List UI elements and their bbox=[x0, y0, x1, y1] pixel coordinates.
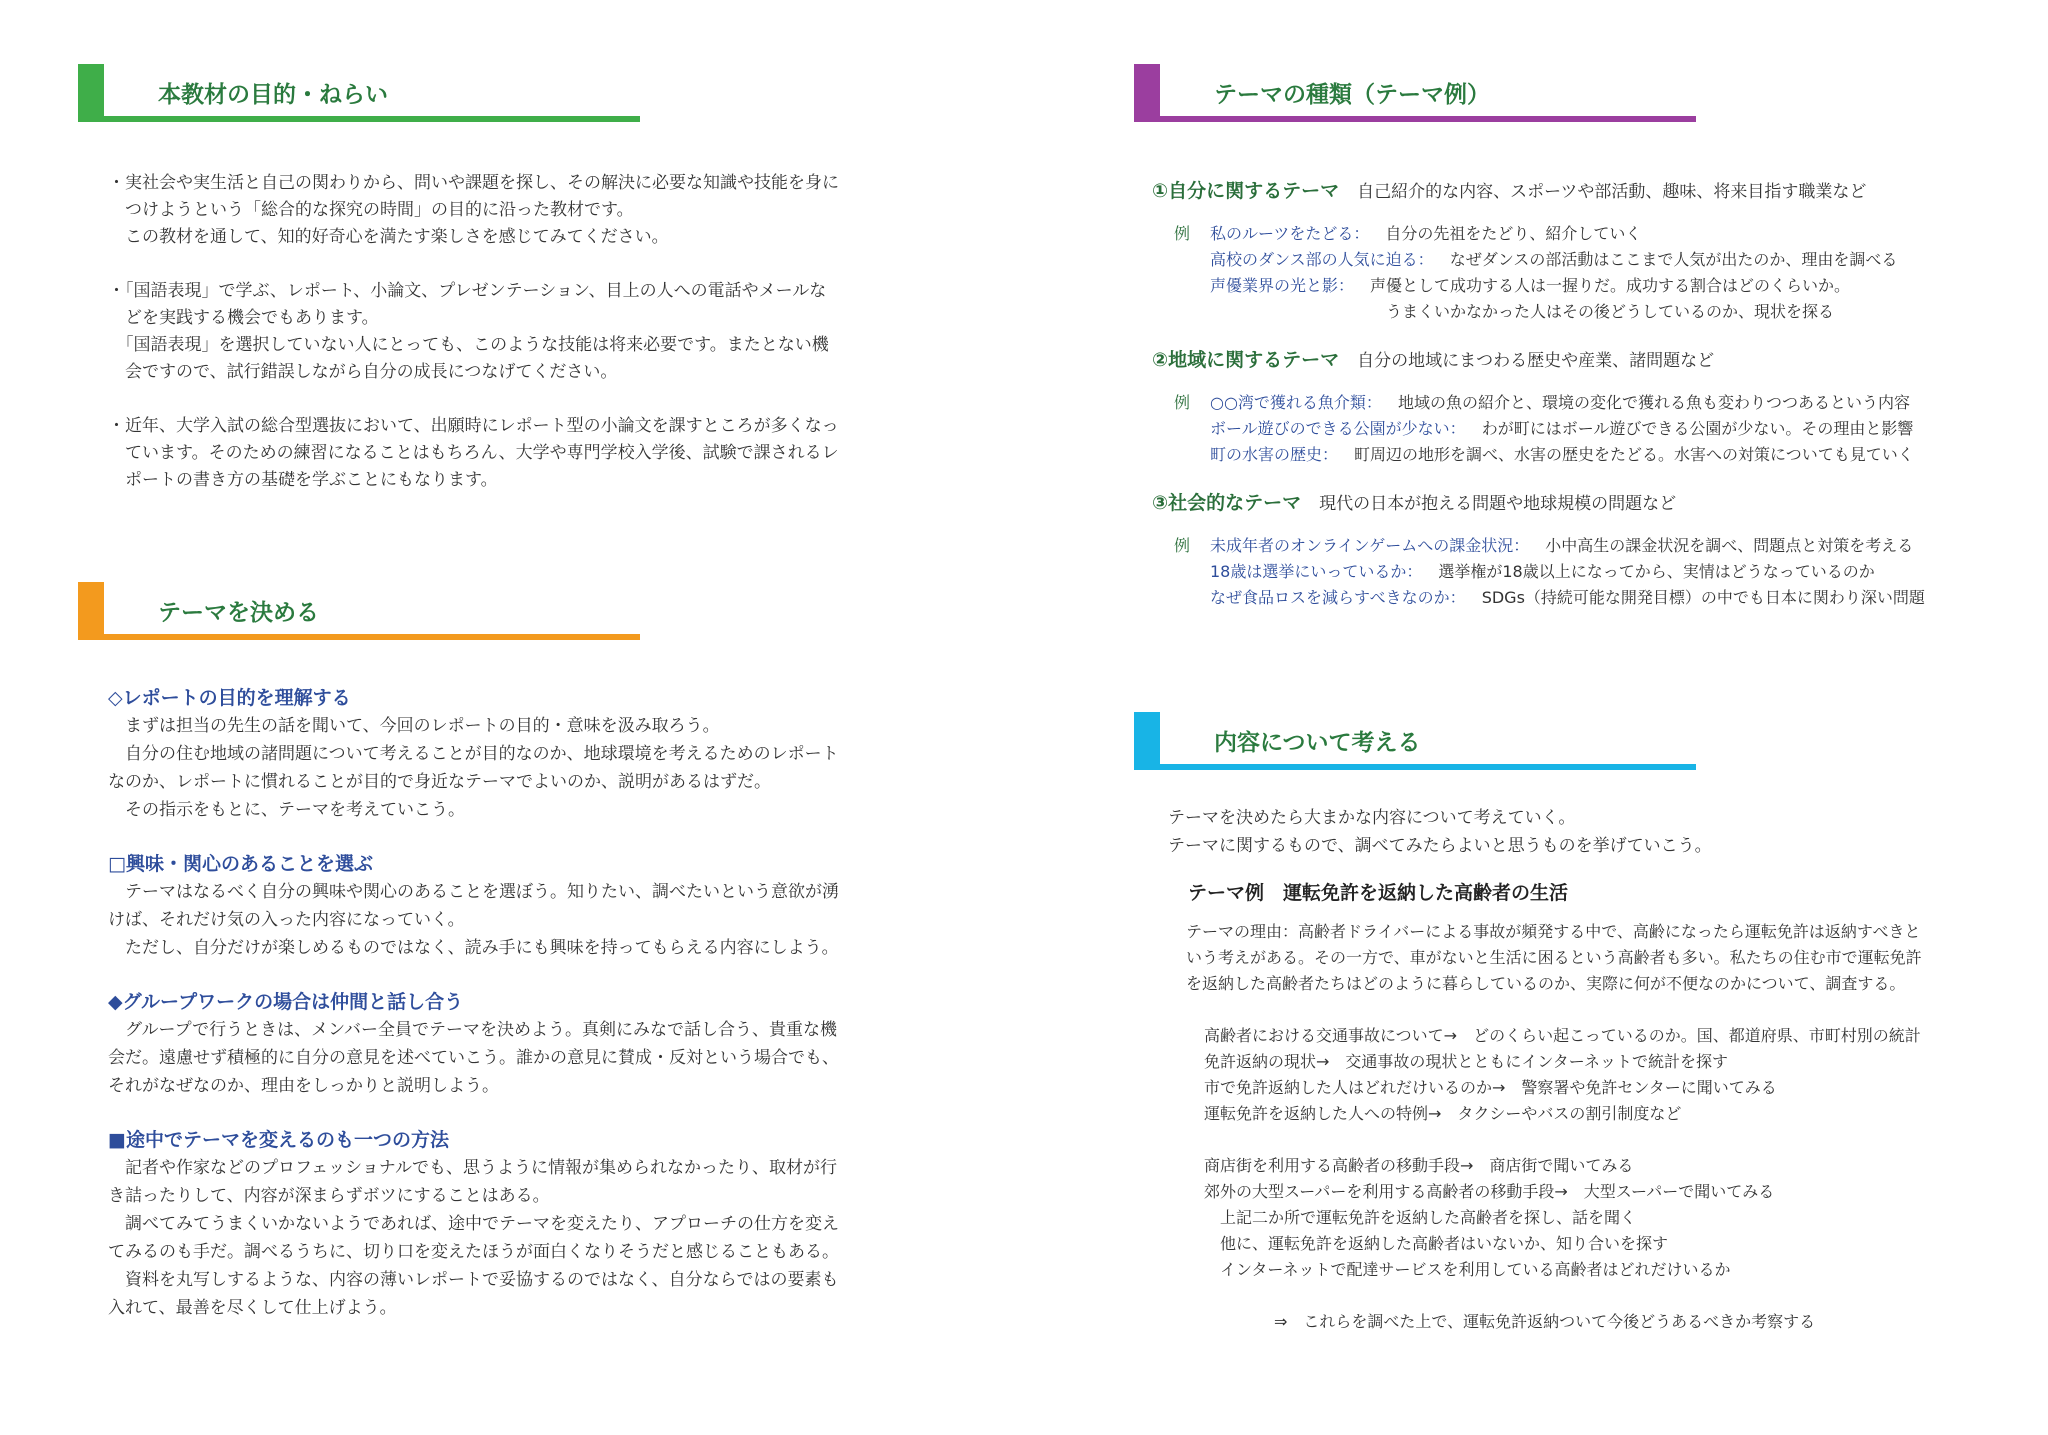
example-value: 選挙権が18歳以上になってから、実情はどうなっているのか bbox=[1438, 562, 1875, 581]
theme-category bbox=[1152, 345, 1925, 372]
example-value: なぜダンスの部活動はここまで人気が出たのか、理由を調べる bbox=[1449, 250, 1898, 269]
purpose-line: つけようという「総合的な探究の時間」の目的に沿った教材です。 bbox=[108, 200, 634, 220]
header-accent-bar bbox=[1134, 64, 1160, 122]
guidance-heading: □興味・関心のあることを選ぶ bbox=[108, 853, 373, 875]
example-value: うまくいかなかった人はその後どうしているのか、現状を探る bbox=[1386, 302, 1835, 321]
reason-line: いう考えがある。その一方で、車がないと生活に困るという高齢者も多い。私たちの住む市で運転免許 bbox=[1186, 948, 1922, 967]
research-item: 運転免許を返納した人への特例→ タクシーやバスの割引制度など bbox=[1204, 1104, 1682, 1123]
guidance-line: まずは担当の先生の話を聞いて、今回のレポートの目的・意味を汲み取ろう。 bbox=[108, 716, 720, 736]
example-row bbox=[1174, 247, 1925, 273]
example-value: 地域の魚の紹介と、環境の変化で獲れる魚も変わりつつあるという内容 bbox=[1397, 393, 1910, 412]
purpose-line: この教材を通して、知的好奇心を満たす楽しさを感じてみてください。 bbox=[108, 227, 669, 247]
guidance-heading: ◇レポートの目的を理解する bbox=[108, 687, 351, 709]
example-row bbox=[1174, 585, 1925, 611]
purpose-line bbox=[108, 251, 839, 278]
header-accent-bar bbox=[78, 582, 104, 640]
guidance-line: テーマはなるべく自分の興味や関心のあることを選ぼう。知りたい、調べたいという意欲が湧 bbox=[108, 882, 839, 902]
example-row bbox=[1174, 559, 1925, 585]
theme-examples bbox=[1174, 390, 1925, 468]
purpose-line: ポートの書き方の基礎を学ぶことにもなります。 bbox=[108, 470, 498, 490]
example-key: 高校のダンス部の人気に迫る： bbox=[1210, 250, 1434, 269]
guidance-section bbox=[108, 988, 839, 1100]
purpose-line: どを実践する機会でもあります。 bbox=[108, 308, 379, 328]
guidance-section bbox=[108, 1126, 839, 1322]
guidance-section bbox=[108, 684, 839, 824]
theme-category-label: ①自分に関するテーマ bbox=[1152, 180, 1340, 202]
reason-line: を返納した高齢者たちはどのように暮らしているのか、実際に何が不便なのかについて、調査する。 bbox=[1186, 974, 1906, 993]
guidance-line: 調べてみてうまくいかないようであれば、途中でテーマを変えたり、アプローチの仕方を変え bbox=[108, 1214, 839, 1234]
example-key: 声優業界の光と影： bbox=[1210, 276, 1355, 295]
example-value: SDGs（持続可能な開発目標）の中でも日本に関わり深い問題 bbox=[1481, 588, 1925, 607]
example-value: わが町にはボール遊びできる公園が少ない。その理由と影響 bbox=[1481, 419, 1914, 438]
example-row bbox=[1174, 390, 1925, 416]
theme-examples bbox=[1174, 221, 1925, 325]
section-title: テーマを決める bbox=[158, 600, 319, 626]
research-item: 免許返納の現状→ 交通事故の現状とともにインターネットで統計を探す bbox=[1204, 1052, 1728, 1071]
guidance-line: その指示をもとに、テーマを考えていこう。 bbox=[108, 800, 465, 820]
example-key: 私のルーツをたどる： bbox=[1210, 224, 1370, 243]
example-row bbox=[1174, 533, 1925, 559]
guidance-section bbox=[108, 850, 839, 962]
decide-body bbox=[108, 684, 839, 1322]
example-row bbox=[1174, 299, 1925, 325]
research-item: 郊外の大型スーパーを利用する高齢者の移動手段→ 大型スーパーで聞いてみる bbox=[1204, 1182, 1775, 1201]
example-label: 例 bbox=[1174, 393, 1191, 412]
example-row bbox=[1174, 221, 1925, 247]
example-row bbox=[1174, 442, 1925, 468]
example-key: なぜ食品ロスを減らすべきなのか： bbox=[1210, 588, 1466, 607]
theme-examples bbox=[1174, 533, 1925, 611]
purpose-line: ています。そのための練習になることはもちろん、大学や専門学校入学後、試験で課されるレ bbox=[108, 443, 839, 463]
theme-category-label: ②地域に関するテーマ bbox=[1152, 349, 1340, 371]
research-item: インターネットで配達サービスを利用している高齢者はどれだけいるか bbox=[1204, 1260, 1731, 1279]
example-row bbox=[1174, 273, 1925, 299]
example-key: 18歳は選挙にいっているか： bbox=[1210, 562, 1423, 581]
section-header-decide bbox=[78, 582, 640, 640]
example-value: 小中高生の課金状況を調べ、問題点と対策を考える bbox=[1545, 536, 1914, 555]
theme-block bbox=[1152, 176, 1925, 325]
section-header-purpose bbox=[78, 64, 640, 122]
section-title: テーマの種類（テーマ例） bbox=[1214, 82, 1490, 108]
header-underline bbox=[1134, 764, 1696, 770]
purpose-line: 会ですので、試行錯誤しながら自分の成長につなげてください。 bbox=[108, 362, 618, 382]
guidance-heading: ■途中でテーマを変えるのも一つの方法 bbox=[108, 1129, 449, 1151]
research-item: 市で免許返納した人はどれだけいるのか→ 警察署や免許センターに聞いてみる bbox=[1204, 1078, 1777, 1097]
section-title: 本教材の目的・ねらい bbox=[158, 82, 388, 108]
header-underline bbox=[78, 634, 640, 640]
themes-body bbox=[1152, 176, 1925, 611]
section-title: 内容について考える bbox=[1214, 730, 1421, 756]
example-value: 自分の先祖をたどり、紹介していく bbox=[1385, 224, 1642, 243]
purpose-line: ・近年、大学入試の総合型選抜において、出願時にレポート型の小論文を課すところが多くなっ bbox=[108, 416, 839, 436]
content-intro-line: テーマに関するもので、調べてみたらよいと思うものを挙げていこう。 bbox=[1168, 836, 1712, 856]
theme-category-desc: 現代の日本が抱える問題や地球規模の問題など bbox=[1319, 494, 1677, 514]
guidance-line: てみるのも手だ。調べるうちに、切り口を変えたほうが面白くなりそうだと感じることもある。 bbox=[108, 1242, 839, 1262]
example-value: 声優として成功する人は一握りだ。成功する割合はどのくらいか。 bbox=[1370, 276, 1851, 295]
header-accent-bar bbox=[1134, 712, 1160, 770]
example-key: 町の水害の歴史： bbox=[1210, 445, 1339, 464]
header-underline bbox=[1134, 116, 1696, 122]
guidance-line: けば、それだけ気の入った内容になっていく。 bbox=[108, 910, 465, 930]
guidance-line: き詰ったりして、内容が深まらずボツにすることはある。 bbox=[108, 1186, 550, 1206]
theme-block bbox=[1152, 345, 1925, 468]
guidance-line: グループで行うときは、メンバー全員でテーマを決めよう。真剣にみなで話し合う、貴重な機 bbox=[108, 1020, 837, 1040]
example-key: ○○湾で獲れる魚介類： bbox=[1210, 393, 1382, 412]
section-header-types bbox=[1134, 64, 1696, 122]
conclusion-line: ⇒ これらを調べた上で、運転免許返納ついて今後どうあるべきか考察する bbox=[1274, 1312, 1816, 1331]
guidance-line: それがなぜなのか、理由をしっかりと説明しよう。 bbox=[108, 1076, 499, 1096]
purpose-body bbox=[108, 170, 839, 494]
header-accent-bar bbox=[78, 64, 104, 122]
guidance-line: 自分の住む地域の諸問題について考えることが目的なのか、地球環境を考えるためのレポート bbox=[108, 744, 839, 764]
theme-category-label: ③社会的なテーマ bbox=[1152, 492, 1302, 514]
research-item: 他に、運転免許を返納した高齢者はいないか、知り合いを探す bbox=[1204, 1234, 1669, 1253]
example-key: ボール遊びのできる公園が少ない： bbox=[1210, 419, 1466, 438]
guidance-line: ただし、自分だけが楽しめるものではなく、読み手にも興味を持ってもらえる内容にしよう。 bbox=[108, 938, 839, 958]
example-key: 未成年者のオンラインゲームへの課金状況： bbox=[1210, 536, 1530, 555]
example-label: 例 bbox=[1174, 536, 1191, 555]
reason-line: テーマの理由：高齢者ドライバーによる事故が頻発する中で、高齢になったら運転免許は返納すべきと bbox=[1186, 922, 1921, 941]
guidance-line: 資料を丸写しするような、内容の薄いレポートで妥協するのではなく、自分ならではの要素も bbox=[108, 1270, 839, 1290]
guidance-line: 会だ。遠慮せず積極的に自分の意見を述べていこう。誰かの意見に賛成・反対という場合でも、 bbox=[108, 1048, 839, 1068]
example-theme-title: テーマ例 運転免許を返納した高齢者の生活 bbox=[1188, 882, 1569, 904]
theme-block bbox=[1152, 488, 1925, 611]
theme-category bbox=[1152, 176, 1925, 203]
purpose-line: 「国語表現」を選択していない人にとっても、このような技能は将来必要です。またとない機 bbox=[108, 335, 829, 355]
content-intro-line: テーマを決めたら大まかな内容について考えていく。 bbox=[1168, 808, 1576, 828]
theme-category bbox=[1152, 488, 1925, 515]
example-label: 例 bbox=[1174, 224, 1191, 243]
content-body bbox=[1168, 804, 1922, 1335]
guidance-line: 入れて、最善を尽くして仕上げよう。 bbox=[108, 1298, 397, 1318]
research-item: 高齢者における交通事故について→ どのくらい起こっているのか。国、都道府県、市町村別の統計 bbox=[1204, 1026, 1921, 1045]
guidance-line: なのか、レポートに慣れることが目的で身近なテーマでよいのか、説明があるはずだ。 bbox=[108, 772, 771, 792]
guidance-line: 記者や作家などのプロフェッショナルでも、思うように情報が集められなかったり、取材が行 bbox=[108, 1158, 837, 1178]
purpose-line bbox=[108, 386, 839, 413]
guidance-heading: ◆グループワークの場合は仲間と話し合う bbox=[108, 991, 464, 1013]
example-value: 町周辺の地形を調べ、水害の歴史をたどる。水害への対策についても見ていく bbox=[1354, 445, 1914, 464]
header-underline bbox=[78, 116, 640, 122]
theme-category-desc: 自分の地域にまつわる歴史や産業、諸問題など bbox=[1357, 351, 1715, 371]
research-item: 商店街を利用する高齢者の移動手段→ 商店街で聞いてみる bbox=[1204, 1156, 1634, 1175]
research-item: 上記二か所で運転免許を返納した高齢者を探し、話を聞く bbox=[1204, 1208, 1637, 1227]
theme-category-desc: 自己紹介的な内容、スポーツや部活動、趣味、将来目指す職業など bbox=[1357, 182, 1867, 202]
purpose-line: ・実社会や実生活と自己の関わりから、問いや課題を探し、その解決に必要な知識や技能を身に bbox=[108, 173, 839, 193]
section-header-content bbox=[1134, 712, 1696, 770]
purpose-line: ・「国語表現」で学ぶ、レポート、小論文、プレゼンテーション、目上の人への電話やメールな bbox=[108, 281, 827, 301]
example-row bbox=[1174, 416, 1925, 442]
